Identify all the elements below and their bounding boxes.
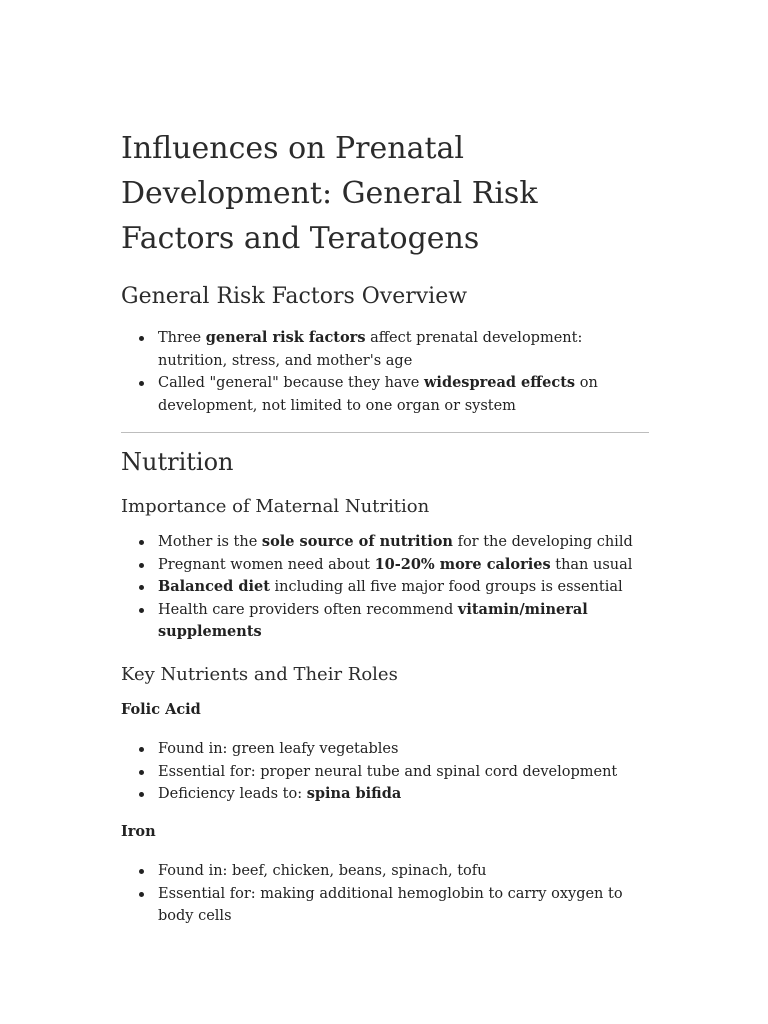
list-item <box>121 531 649 554</box>
item-text: Essential for: making additional hemoglobin to carry oxygen to body cells <box>158 885 623 924</box>
item-text: Pregnant women need about <box>158 556 375 573</box>
overview-heading: General Risk Factors Overview <box>121 284 468 309</box>
list-item <box>121 327 649 372</box>
item-bold: general risk factors <box>205 329 366 346</box>
item-bold: sole source of nutrition <box>261 533 453 550</box>
item-text: than usual <box>550 556 633 573</box>
overview-list <box>121 327 649 417</box>
iron-list <box>121 860 649 928</box>
item-text: Deficiency leads to: <box>158 786 307 802</box>
item-text: for the developing child <box>452 534 633 550</box>
list-item <box>121 738 649 761</box>
list-item <box>121 554 649 577</box>
item-text: Found in: green leafy vegetables <box>158 741 399 757</box>
importance-list <box>121 531 649 644</box>
page-title: Influences on Prenatal Development: General Risk Factors and Teratogens <box>121 131 538 256</box>
item-bold: vitamin/mineral supplements <box>158 600 588 640</box>
list-item <box>121 372 649 417</box>
folic-acid-list <box>121 738 649 806</box>
section-divider <box>121 432 649 433</box>
item-bold: Balanced diet <box>158 578 270 595</box>
item-bold: 10-20% more calories <box>374 555 551 573</box>
item-text: Health care providers often recommend <box>158 601 458 618</box>
list-item <box>121 761 649 784</box>
item-text: Mother is the <box>158 534 262 550</box>
item-text: Found in: beef, chicken, beans, spinach, tofu <box>158 863 487 879</box>
item-bold: widespread effects <box>423 374 576 391</box>
iron-heading: Iron <box>121 823 156 840</box>
list-item <box>121 783 649 806</box>
list-item <box>121 883 649 928</box>
item-text: Three <box>158 330 206 346</box>
list-item <box>121 860 649 883</box>
list-item <box>121 576 649 599</box>
item-bold: spina bifida <box>306 785 402 802</box>
item-text: Called "general" because they have <box>158 375 424 391</box>
item-text: including all five major food groups is essential <box>269 579 623 595</box>
item-text: Essential for: proper neural tube and spinal cord development <box>158 763 618 780</box>
key-nutrients-heading: Key Nutrients and Their Roles <box>121 664 398 685</box>
list-item <box>121 599 649 644</box>
item-text: on development, not limited to one organ or system <box>158 375 598 414</box>
folic-acid-heading: Folic Acid <box>121 701 201 718</box>
importance-heading: Importance of Maternal Nutrition <box>121 496 430 517</box>
item-text: affect prenatal development: nutrition, stress, and mother's age <box>158 330 583 369</box>
nutrition-heading: Nutrition <box>121 448 234 476</box>
